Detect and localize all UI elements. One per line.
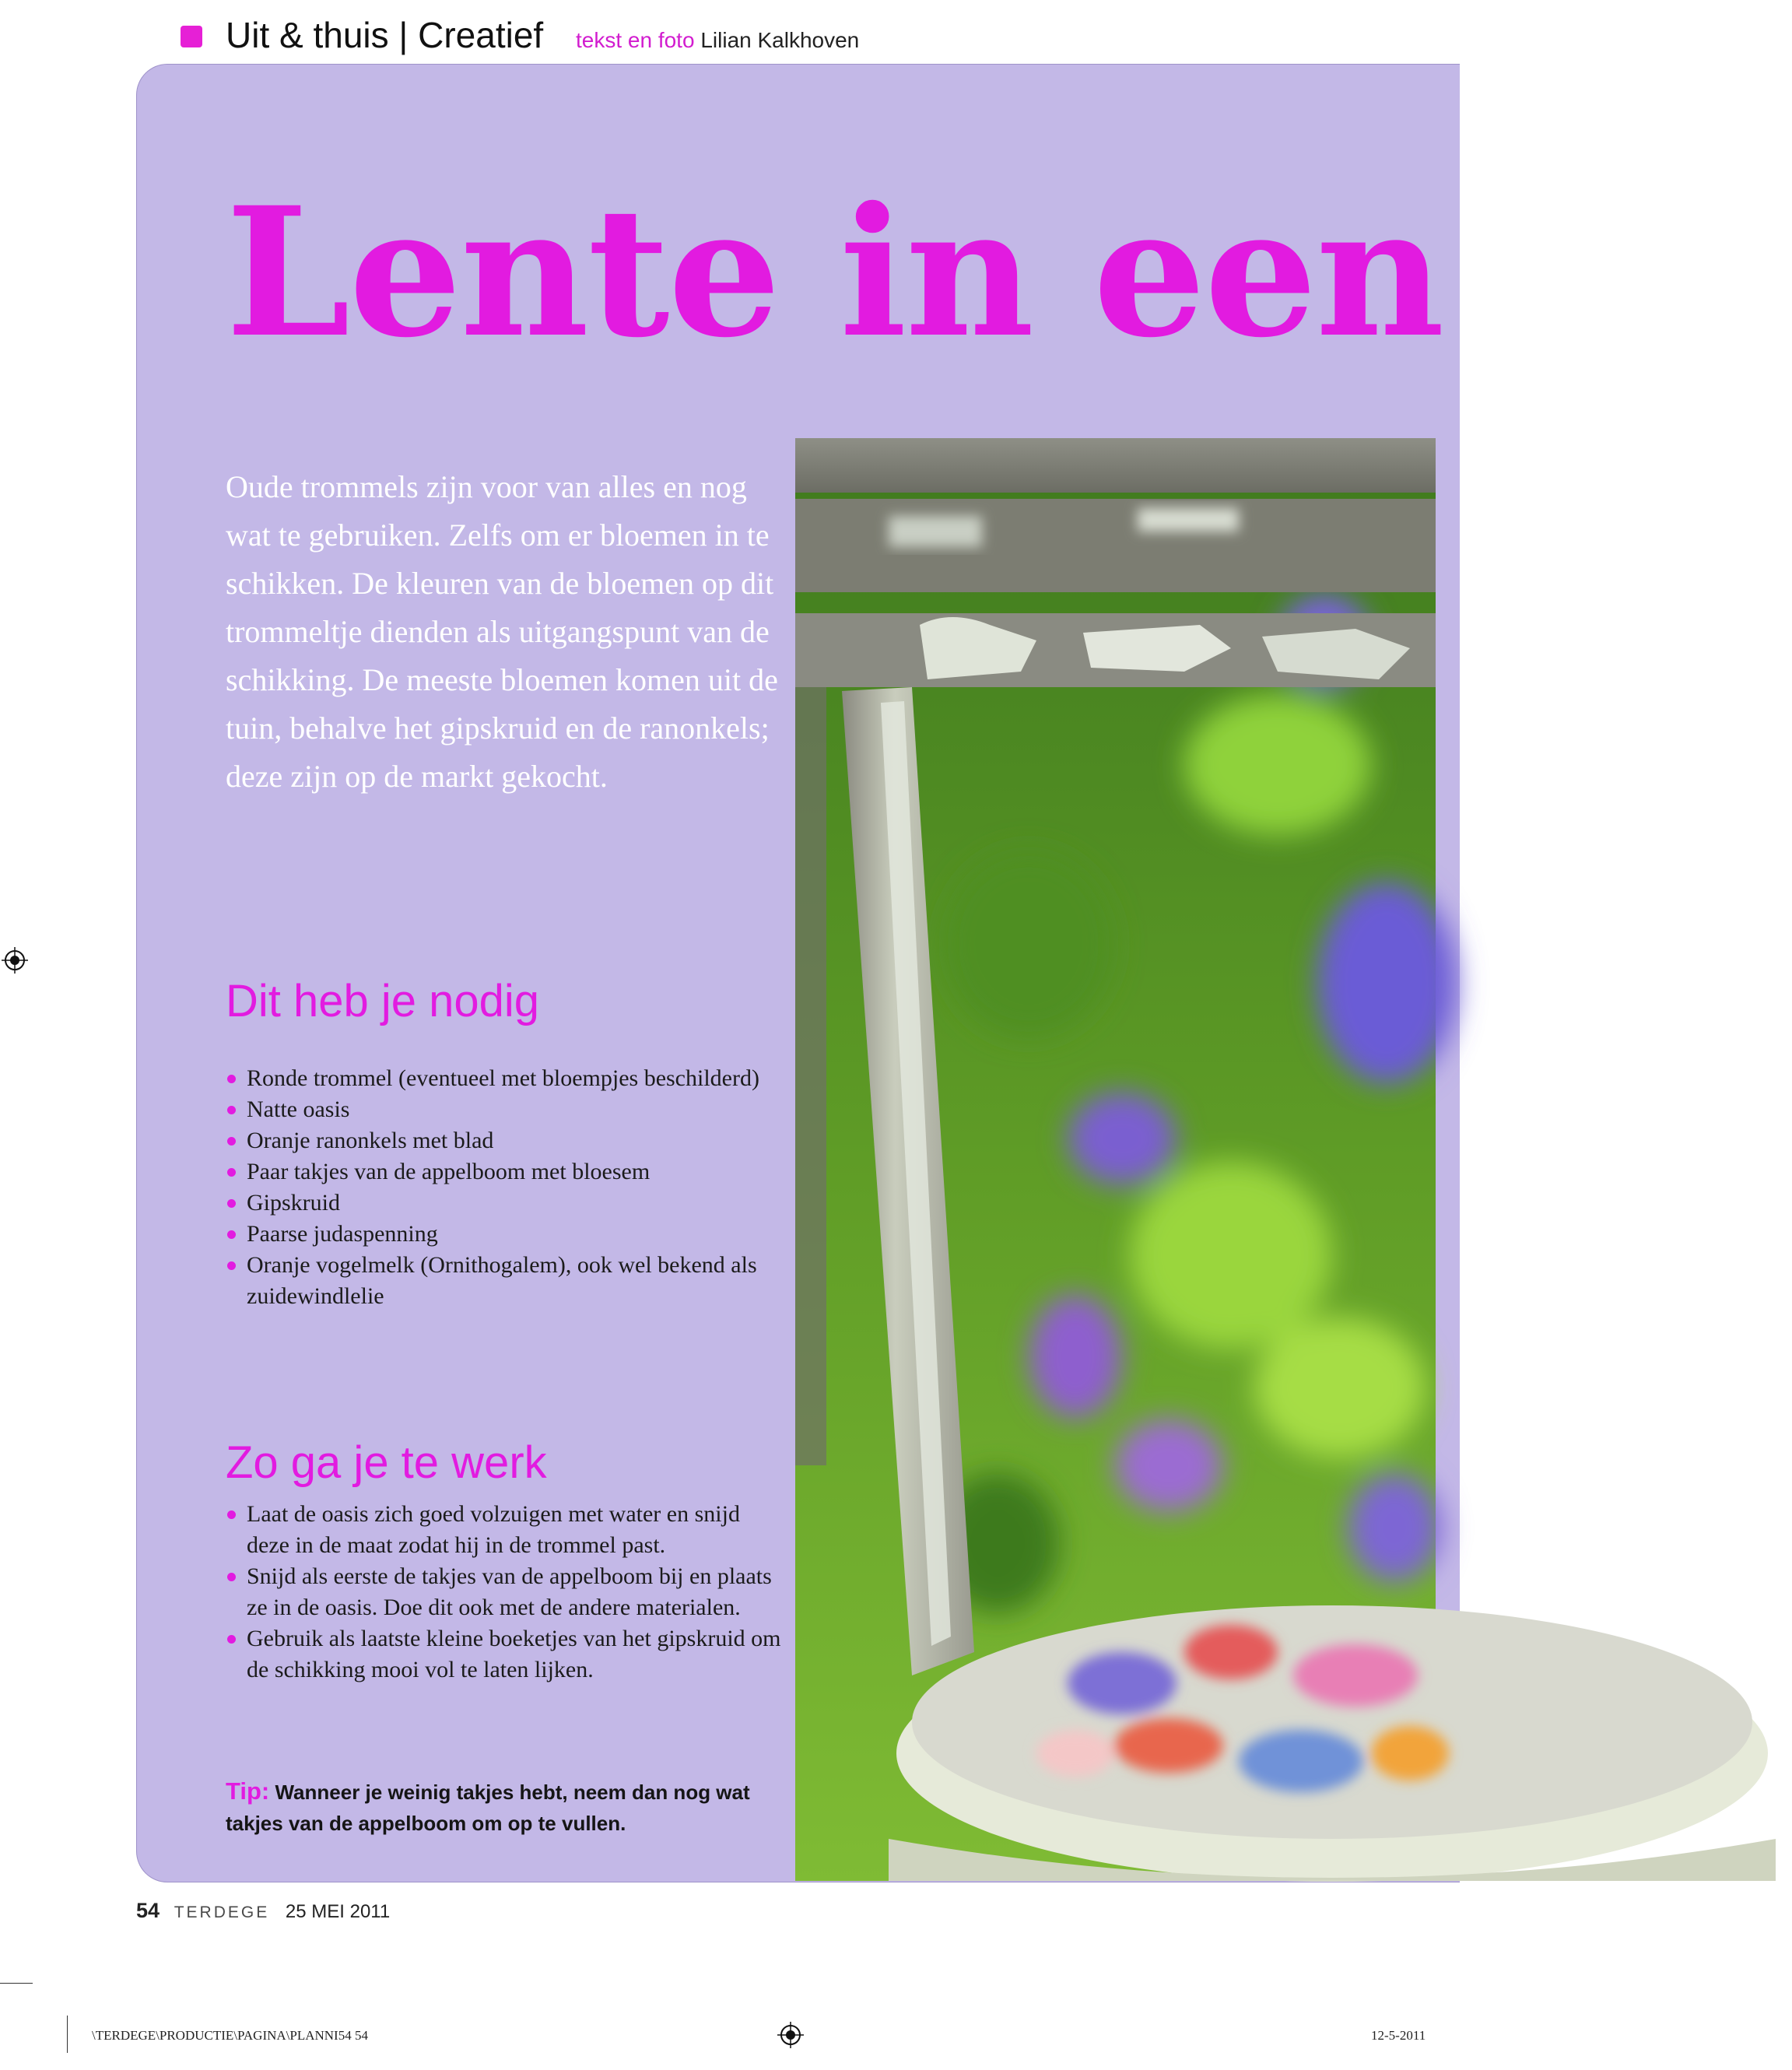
page-title (226, 163, 1792, 381)
list-item: Ronde trommel (eventueel met bloempjes beschilderd) (226, 1063, 786, 1094)
crop-mark (0, 1983, 33, 1984)
steps-list (226, 1499, 786, 1686)
list-item: Laat de oasis zich goed volzuigen met water en snijd deze in de maat zodat hij in de trommel past. (226, 1499, 786, 1561)
section-title: Uit & thuis | Creatief (226, 15, 544, 55)
print-date: 12-5-2011 (1371, 2028, 1426, 2043)
list-item: Oranje vogelmelk (Ornithogalem), ook wel bekend als zuidewindlelie (226, 1250, 786, 1312)
crop-mark (67, 2016, 68, 2053)
page-number: 54 (136, 1899, 160, 1922)
section-marker (181, 26, 202, 47)
intro-paragraph: Oude trommels zijn voor van alles en nog wat te gebruiken. Zelfs om er bloemen in te schikken. De kleuren van de bloemen op dit trommeltje dienden als uitgangspunt van de schikking. De meeste bloemen komen uit de tuin, behalve het gipskruid en de ranonkels; deze zijn op de markt gekocht. (226, 469, 778, 794)
needs-heading: Dit heb je nodig (226, 976, 540, 1026)
tip-box (226, 1776, 770, 1839)
registration-mark-icon (2, 947, 28, 974)
credit-name: Lilian Kalkhoven (700, 28, 860, 52)
magazine-name: TERDEGE (174, 1903, 270, 1921)
list-item: Snijd als eerste de takjes van de appelboom bij en plaats ze in de oasis. Doe dit ook met de andere materialen. (226, 1561, 786, 1623)
list-item: Oranje ranonkels met blad (226, 1125, 786, 1156)
list-item: Paarse judaspenning (226, 1219, 786, 1250)
list-item: Natte oasis (226, 1094, 786, 1125)
list-item: Gipskruid (226, 1188, 786, 1219)
title-pink-part: Lente in een (226, 168, 1443, 377)
photo-chair-with-tin (795, 438, 1436, 1881)
steps-heading: Zo ga je te werk (226, 1437, 547, 1488)
tip-label: Tip: (226, 1777, 270, 1805)
print-slug: \TERDEGE\PRODUCTIE\PAGINA\PLANNI54 54 (92, 2028, 368, 2043)
credit-line (576, 26, 859, 54)
registration-mark-icon (777, 2022, 804, 2048)
needs-list (226, 1063, 786, 1312)
credit-label: tekst en foto (576, 28, 695, 52)
title-white-part: tro (1503, 168, 1792, 377)
tip-text: Wanneer je weinig takjes hebt, neem dan nog wat takjes van de appelboom om op te vullen. (226, 1781, 750, 1835)
list-item: Gebruik als laatste kleine boeketjes van het gipskruid om de schikking mooi vol te laten lijken. (226, 1623, 786, 1686)
list-item: Paar takjes van de appelboom met bloesem (226, 1156, 786, 1188)
issue-date: 25 MEI 2011 (285, 1901, 391, 1922)
page-folio (136, 1899, 390, 1924)
